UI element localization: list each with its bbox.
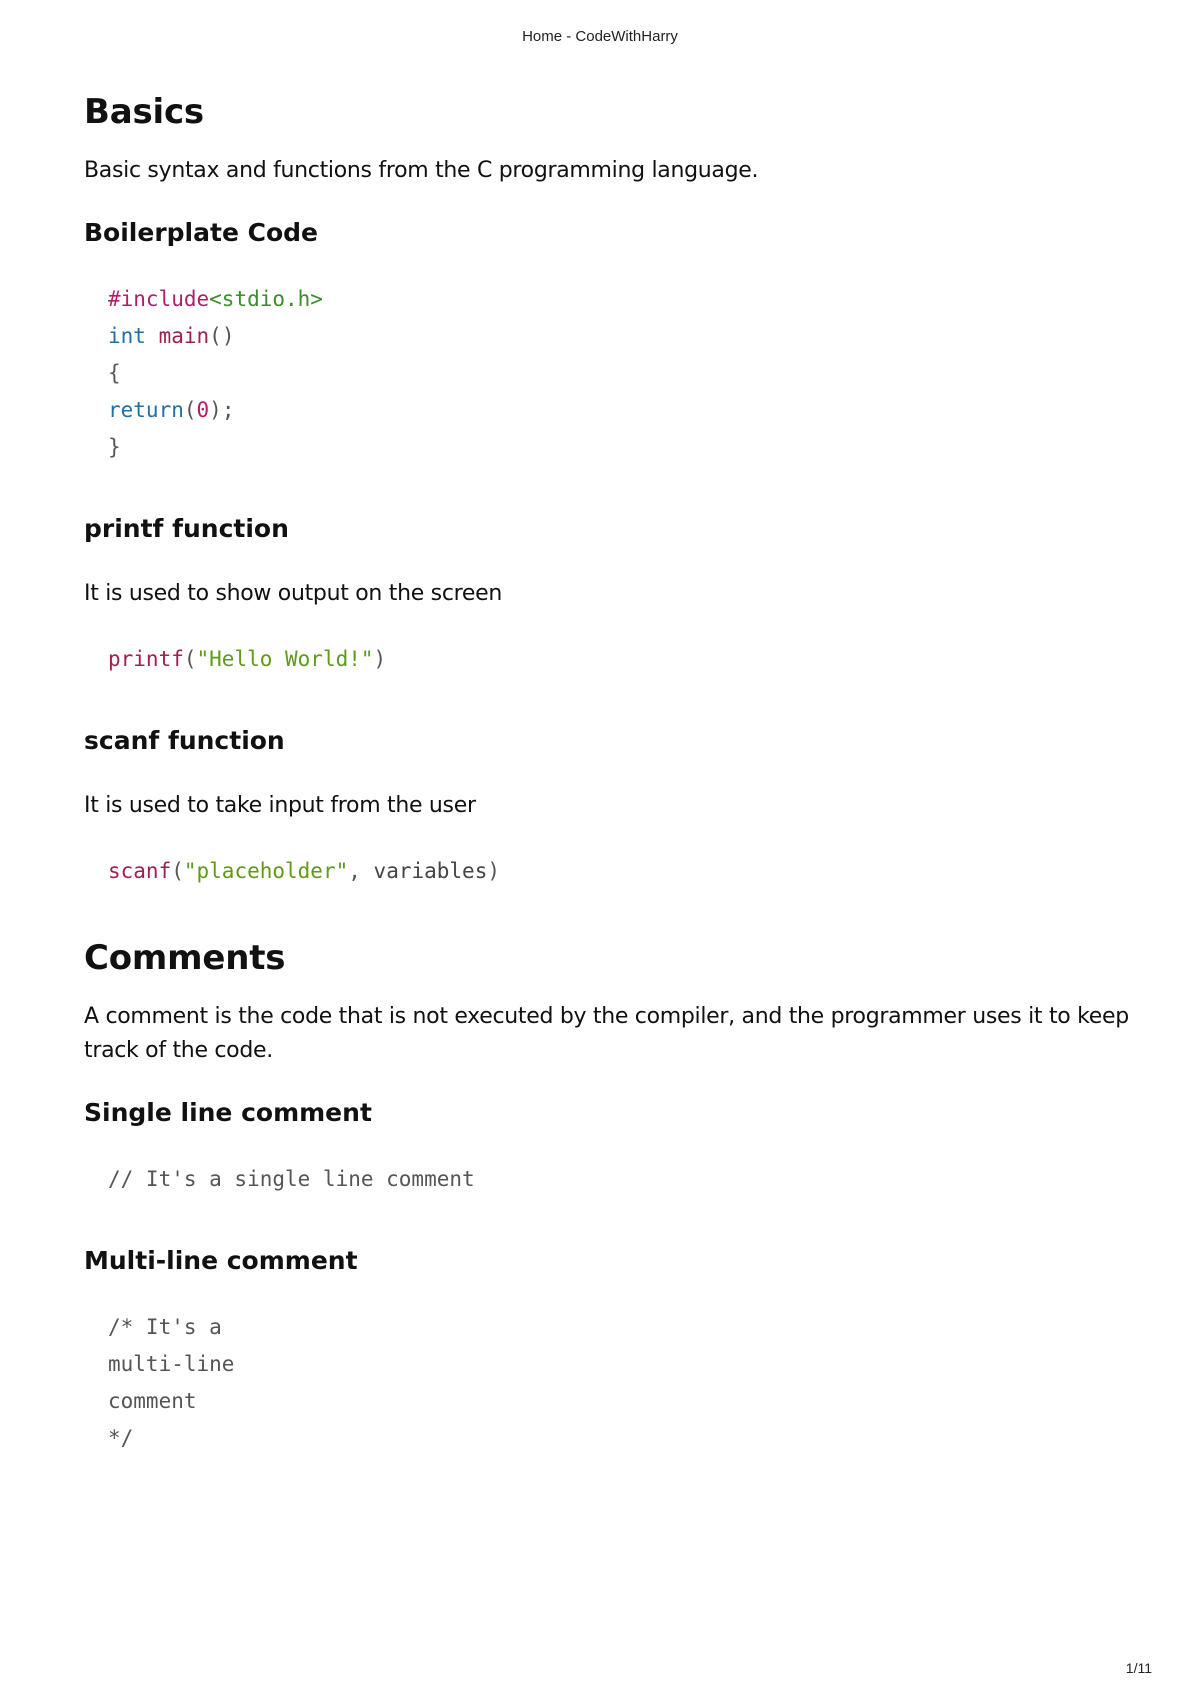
heading-printf-function: printf function bbox=[84, 514, 289, 543]
heading-scanf-function: scanf function bbox=[84, 726, 285, 755]
page-number: 1/11 bbox=[1125, 1660, 1152, 1676]
code-token: int bbox=[108, 324, 146, 348]
code-token: "Hello World!" bbox=[196, 647, 374, 671]
code-token: ( bbox=[183, 398, 197, 422]
basics-intro: Basic syntax and functions from the C programming language. bbox=[84, 158, 759, 183]
printf-description: It is used to show output on the screen bbox=[84, 581, 502, 606]
heading-single-line-comment: Single line comment bbox=[84, 1098, 372, 1127]
comments-intro: A comment is the code that is not executed by the compiler, and the programmer uses it to keep track of the code. bbox=[84, 1004, 1129, 1063]
heading-multi-line-comment: Multi-line comment bbox=[84, 1246, 358, 1275]
code-token: return bbox=[108, 398, 184, 422]
code-token: printf bbox=[108, 647, 184, 671]
code-token: variables bbox=[373, 859, 488, 883]
document-content bbox=[84, 92, 1134, 1505]
code-token: #include bbox=[108, 287, 210, 311]
code-token: ( bbox=[183, 647, 197, 671]
code-block-printf bbox=[108, 641, 1134, 678]
code-block-multi-line-comment: /* It's a multi-line comment */ bbox=[108, 1315, 235, 1450]
code-token: { bbox=[108, 361, 121, 385]
section-comments bbox=[84, 938, 1134, 1457]
code-token: ) bbox=[487, 859, 500, 883]
code-token: <stdio.h> bbox=[209, 287, 323, 311]
heading-basics: Basics bbox=[84, 92, 204, 132]
code-block-single-line-comment: // It's a single line comment bbox=[108, 1167, 475, 1191]
code-block-boilerplate bbox=[108, 281, 1134, 466]
scanf-description: It is used to take input from the user bbox=[84, 793, 476, 818]
code-token: ); bbox=[209, 398, 235, 422]
code-token: ( bbox=[171, 859, 184, 883]
heading-boilerplate-code: Boilerplate Code bbox=[84, 218, 318, 247]
code-token: ) bbox=[373, 647, 387, 671]
code-token: () bbox=[209, 324, 235, 348]
code-token: } bbox=[108, 435, 121, 459]
code-token: 0 bbox=[196, 398, 210, 422]
code-token: "placeholder" bbox=[183, 859, 349, 883]
page-header-title: Home - CodeWithHarry bbox=[522, 28, 678, 45]
code-token: main bbox=[158, 324, 210, 348]
code-token: scanf bbox=[108, 859, 172, 883]
section-basics bbox=[84, 92, 1134, 890]
code-token: , bbox=[348, 859, 374, 883]
heading-comments: Comments bbox=[84, 938, 286, 978]
code-block-scanf bbox=[108, 853, 1134, 890]
